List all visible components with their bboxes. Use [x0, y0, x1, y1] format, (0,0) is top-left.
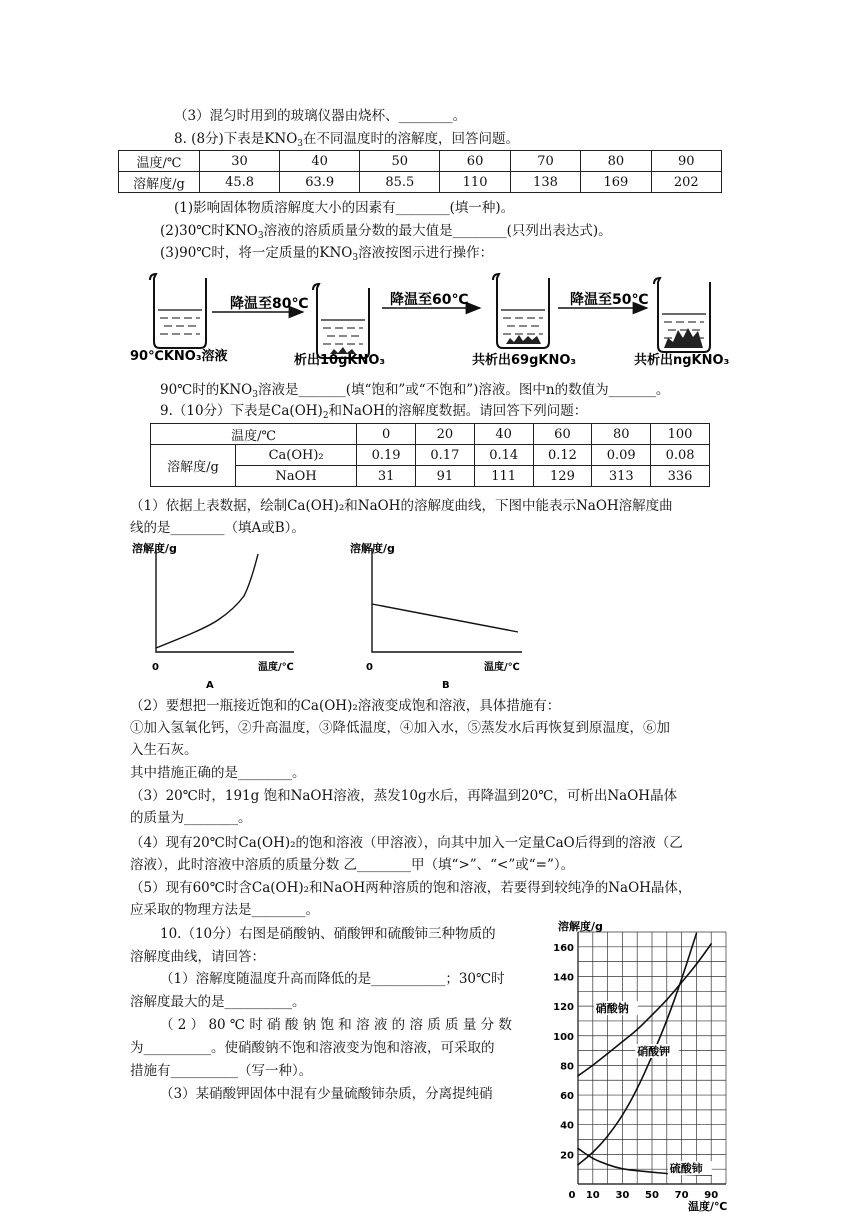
graph-b-origin: 0 — [366, 662, 373, 673]
arrow-2-label: 降温至60℃ — [390, 292, 469, 308]
graph-b-axes — [372, 548, 522, 652]
caoh2-cell: 0.17 — [416, 445, 475, 466]
data-point — [577, 1075, 579, 1077]
temp-cell: 60 — [533, 424, 592, 445]
kno3-solubility-table — [118, 150, 722, 193]
solubility-cell: 202 — [651, 172, 721, 193]
caption-2: 析出10gKNO₃ — [294, 353, 386, 368]
y-tick-label: 100 — [553, 1031, 574, 1043]
graph-a-ylabel: 溶解度/g — [132, 542, 177, 555]
q8-part2: (2)30℃时$KNO_3$溶液的溶质质量分数的最大值是________(只列出表达式)。 — [160, 223, 612, 241]
q9-part5-line2: 应采取的物理方法是________。 — [130, 902, 319, 918]
data-point — [577, 1148, 579, 1150]
data-point — [666, 1020, 668, 1022]
graph-a-xlabel: 温度/℃ — [258, 662, 294, 673]
q10-line7: 措施有__________（写一种）。 — [130, 1063, 313, 1079]
beaker-4 — [654, 278, 710, 352]
solubility-cell: 169 — [581, 172, 651, 193]
temp-cell: 40 — [280, 151, 360, 172]
graph-b-ylabel: 溶解度/g — [350, 542, 395, 555]
data-point — [681, 979, 683, 981]
caoh2-cell: 0.19 — [357, 445, 416, 466]
table-row — [119, 151, 722, 172]
q10-line6: 为__________。使硝酸钠不饱和溶液变为饱和溶液，可采取的 — [130, 1040, 495, 1056]
table-row — [151, 445, 710, 466]
y-tick-label: 140 — [553, 972, 574, 984]
temp-cell: 70 — [510, 151, 580, 172]
q8-part1: (1)影响固体物质溶解度大小的因素有________(填一种)。 — [174, 200, 515, 216]
data-point — [622, 1041, 624, 1043]
series-label: 硝酸钾 — [637, 1045, 671, 1059]
graph-a-origin: 0 — [152, 662, 159, 673]
series-label: 硫酸铈 — [669, 1162, 703, 1176]
x-tick-label: 0 — [568, 1190, 576, 1201]
data-point — [710, 943, 712, 945]
chart-xlabel: 温度/℃ — [688, 1200, 728, 1213]
caoh2-cell: 0.14 — [474, 445, 533, 466]
data-point — [607, 1164, 609, 1166]
x-tick-label: 50 — [645, 1190, 659, 1201]
naoh-cell: 336 — [651, 466, 710, 487]
caption-4: 共析出ngKNO₃ — [634, 353, 730, 368]
q8-part3: (3)90℃时，将一定质量的$KNO_3$溶液按图示进行操作： — [160, 245, 494, 263]
q10-line1: 10.（10分）右图是硝酸钠、硝酸钾和硫酸铈三种物质的 — [160, 926, 496, 942]
q9-part4-line1: （4）现有20℃时Ca(OH)₂的饱和溶液（甲溶液），向其中加入一定量CaO后得到的溶液（乙 — [130, 835, 683, 851]
solubility-cell: 110 — [440, 172, 510, 193]
temp-cell: 60 — [440, 151, 510, 172]
caption-3: 共析出69gKNO₃ — [472, 353, 577, 368]
y-tick-label: 80 — [560, 1061, 574, 1073]
solubility-curve-chart — [548, 918, 734, 1214]
data-point — [592, 1065, 594, 1067]
cooling-process-diagram — [120, 268, 740, 372]
temp-cell: 50 — [360, 151, 440, 172]
temp-cell: 30 — [200, 151, 280, 172]
naoh-cell: 31 — [357, 466, 416, 487]
table-row — [119, 172, 722, 193]
curve-b — [372, 604, 518, 632]
x-tick-label: 10 — [585, 1190, 600, 1201]
data-point — [636, 1029, 638, 1031]
data-point — [592, 1158, 594, 1160]
graph-b — [344, 540, 534, 692]
arrow-3-label: 降温至50℃ — [570, 292, 649, 308]
q9-part2-line3: 入生石灰。 — [130, 742, 198, 758]
q9-part5-line1: （5）现有60℃时含Ca(OH)₂和NaOH两种溶质的饱和溶液，若要得到较纯净的NaOH晶体， — [130, 880, 692, 896]
caoh2-cell: 0.12 — [533, 445, 592, 466]
q10-line8: （3）某硝酸钾固体中混有少量硫酸铈杂质，分离提纯硝 — [160, 1086, 493, 1102]
graph-b-label: B — [442, 680, 450, 691]
beaker-3 — [493, 274, 549, 348]
q9-part3-line1: （3）20℃时，191g 饱和NaOH溶液，蒸发10g水后，再降温到20℃，可析出NaOH晶体 — [130, 788, 678, 804]
data-point — [607, 1136, 609, 1138]
y-tick-label: 60 — [560, 1091, 574, 1103]
naoh-label: NaOH — [236, 466, 357, 487]
solubility-cell: 63.9 — [280, 172, 360, 193]
solubility-cell: 45.8 — [200, 172, 280, 193]
temp-cell: 40 — [474, 424, 533, 445]
naoh-cell: 313 — [592, 466, 651, 487]
temp-cell: 80 — [581, 151, 651, 172]
hydroxide-solubility-table — [150, 423, 710, 487]
q9-part1-line1: （1）依据上表数据，绘制Ca(OH)₂和NaOH的溶解度曲线，下图中能表示NaOH溶解度曲 — [130, 498, 673, 514]
caoh2-cell: 0.08 — [651, 445, 710, 466]
q9-part3-line2: 的质量为________。 — [130, 810, 252, 826]
q10-line5: （ 2 ） 80 ℃ 时 硝 酸 钠 饱 和 溶 液 的 溶 质 质 量 分 数 — [160, 1017, 512, 1033]
graph-a-axes — [156, 548, 294, 652]
temp-cell: 100 — [651, 424, 710, 445]
caoh2-cell: 0.09 — [592, 445, 651, 466]
q9-part2-line1: （2）要想把一瓶接近饱和的Ca(OH)₂溶液变成饱和溶液，具体措施有： — [130, 698, 561, 714]
x-tick-label: 30 — [615, 1190, 630, 1201]
q10-line3: （1）溶解度随温度升高而降低的是___________；30℃时 — [160, 971, 505, 987]
naoh-cell: 111 — [474, 466, 533, 487]
solubility-header: 溶解度/g — [119, 172, 200, 193]
y-tick-label: 20 — [560, 1150, 574, 1162]
data-point — [636, 1170, 638, 1172]
caption-1: 90℃KNO₃溶液 — [130, 349, 228, 364]
temp-header: 温度/℃ — [151, 424, 357, 445]
y-tick-label: 120 — [553, 1002, 574, 1014]
temp-cell: 90 — [651, 151, 721, 172]
temp-cell: 0 — [357, 424, 416, 445]
naoh-cell: 91 — [416, 466, 475, 487]
q8-part3-question: 90℃时的$KNO_3$溶液是_______(填“饱和”或“不饱和”)溶液。图中n的数值为_______。 — [160, 382, 670, 400]
data-point — [666, 999, 668, 1001]
q9-title: 9.（10分）下表是$Ca(OH)_2$和NaOH的溶解度数据。请回答下列问题： — [160, 403, 588, 421]
graph-a-label: A — [206, 680, 214, 691]
x-tick-label: 70 — [674, 1190, 689, 1201]
x-tick-label: 90 — [704, 1190, 719, 1201]
q7-part3: （3）混匀时用到的玻璃仪器由烧杯、________。 — [174, 108, 467, 124]
chart-ylabel: 溶解度/g — [558, 920, 603, 933]
data-point — [622, 1168, 624, 1170]
data-point — [651, 1171, 653, 1173]
y-tick-label: 40 — [560, 1120, 574, 1132]
graph-b-xlabel: 温度/℃ — [484, 662, 520, 673]
beaker-2 — [313, 284, 369, 358]
series-label: 硝酸钠 — [595, 1002, 629, 1016]
solubility-cell: 85.5 — [360, 172, 440, 193]
data-point — [622, 1115, 624, 1117]
q8-title: 8. (8分)下表是$KNO_3$在不同温度时的溶解度，回答问题。 — [174, 131, 519, 149]
data-point — [696, 933, 698, 935]
data-point — [666, 1173, 668, 1175]
temp-cell: 80 — [592, 424, 651, 445]
temp-header: 温度/℃ — [119, 151, 200, 172]
table-row — [151, 424, 710, 445]
caoh2-label: Ca(OH)₂ — [236, 445, 357, 466]
solubility-cell: 138 — [510, 172, 580, 193]
data-point — [651, 1014, 653, 1016]
data-point — [577, 1164, 579, 1166]
q10-line2: 溶解度曲线，请回答： — [130, 949, 265, 965]
naoh-cell: 129 — [533, 466, 592, 487]
arrow-1-label: 降温至80℃ — [230, 296, 309, 312]
q9-part2-line4: 其中措施正确的是________。 — [130, 765, 306, 781]
solubility-header: 溶解度/g — [151, 445, 236, 487]
curve-a — [156, 554, 258, 648]
q9-part1-line2: 线的是________（填A或B）。 — [130, 520, 305, 536]
q9-part2-line2: ①加入氢氧化钙，②升高温度，③降低温度，④加入水，⑤蒸发水后再恢复到原温度，⑥加 — [130, 720, 670, 736]
data-point — [607, 1053, 609, 1055]
temp-cell: 20 — [416, 424, 475, 445]
q9-part4-line2: 溶液），此时溶液中溶质的质量分数 乙________甲（填“>”、“<”或“=”）。 — [130, 857, 575, 873]
y-tick-label: 160 — [553, 942, 574, 954]
graph-a — [126, 540, 306, 692]
q10-line4: 溶解度最大的是__________。 — [130, 994, 306, 1010]
data-point — [696, 964, 698, 966]
data-point — [636, 1088, 638, 1090]
crystal-icon — [506, 335, 541, 344]
beaker-1 — [150, 274, 206, 348]
data-point — [592, 1152, 594, 1154]
